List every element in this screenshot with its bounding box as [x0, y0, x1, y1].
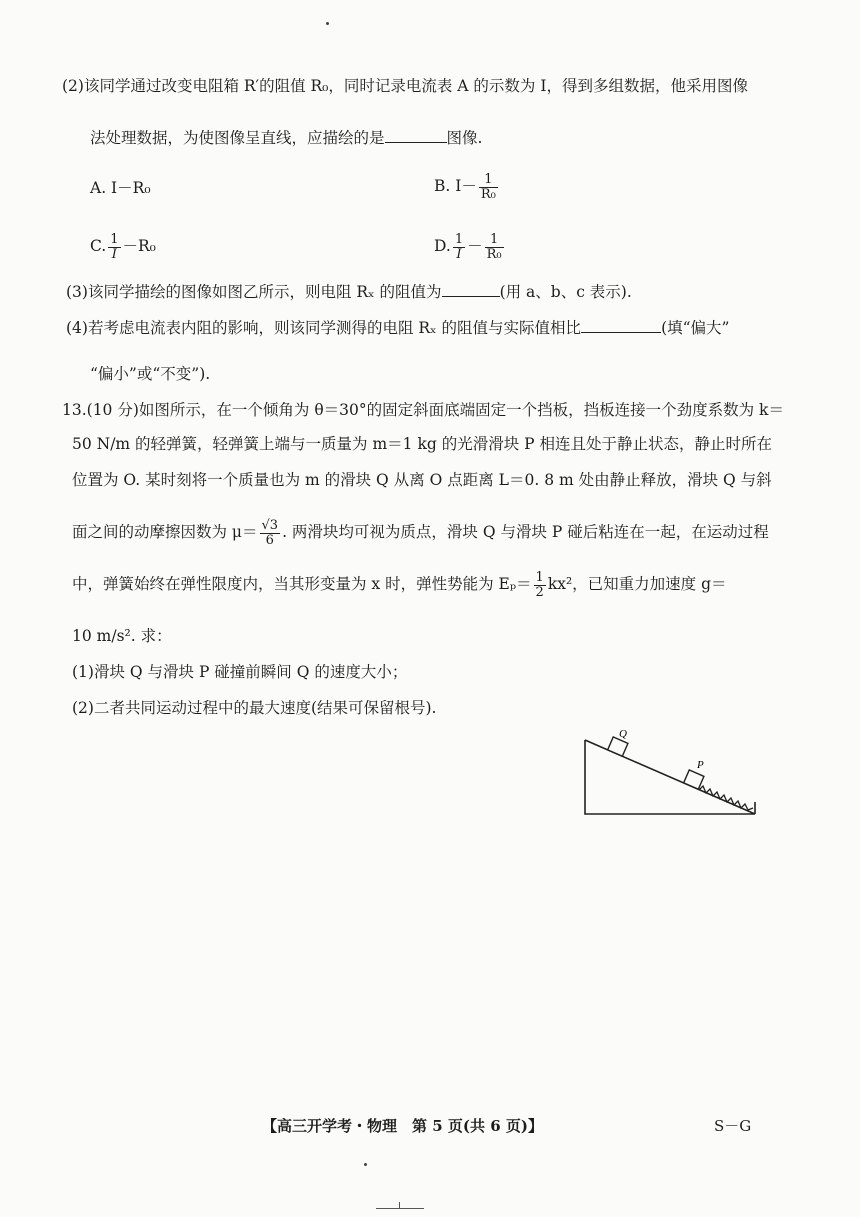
answer-blank-graph — [385, 126, 447, 143]
block-p — [684, 770, 704, 789]
answer-blank-compare — [581, 316, 661, 333]
q12-part3 — [66, 280, 632, 304]
label-q: Q — [619, 728, 627, 740]
q12-part2-suffix: 图像. — [446, 129, 483, 147]
label-p: P — [697, 759, 704, 771]
mu-frac-den: 6 — [265, 532, 274, 548]
q13-line5 — [72, 566, 727, 602]
q13-sub1: (1)滑块 Q 与滑块 P 碰撞前瞬间 Q 的速度大小； — [72, 663, 408, 681]
q12-part4-line2: “偏小”或“不变”). — [90, 365, 211, 383]
half-frac-den: 2 — [535, 584, 544, 600]
option-b-label: B. I－ — [434, 177, 477, 195]
option-d — [434, 228, 506, 264]
option-c-label: C. — [90, 237, 107, 255]
scan-speck — [326, 22, 329, 25]
q13-line6: 10 m/s². 求： — [72, 627, 172, 645]
option-d-frac2-num: 1 — [485, 233, 504, 248]
q12-part4 — [66, 316, 729, 340]
footer-code: S－G — [714, 1117, 752, 1135]
option-d-frac1-num: 1 — [454, 231, 464, 247]
q12-part4-text: (4)若考虑电流表内阻的影响，则该同学测得的电阻 Rₓ 的阻值与实际值相比 — [66, 319, 582, 337]
q13-line2: 50 N/m 的轻弹簧，轻弹簧上端与一质量为 m＝1 kg 的光滑滑块 P 相连且处于静止状态，静止时所在 — [72, 435, 773, 453]
q13-line4-rest: . 两滑块均可视为质点，滑块 Q 与滑块 P 碰后粘连在一起，在运动过程 — [282, 523, 769, 541]
spring — [699, 786, 753, 810]
option-b — [434, 168, 500, 204]
answer-blank-rx — [442, 280, 500, 297]
q12-part3-suffix: (用 a、b、c 表示). — [499, 283, 632, 301]
footer-title: 【高三开学考・物理 第 5 页(共 6 页)】 — [262, 1117, 543, 1135]
option-c-rest: －R₀ — [122, 237, 156, 255]
option-c-fraction — [108, 233, 120, 262]
option-d-fraction-2 — [485, 233, 504, 262]
q13-line5-text: 中，弹簧始终在弹性限度内，当其形变量为 x 时，弹性势能为 Eₚ＝ — [72, 575, 532, 593]
option-d-dash: － — [467, 237, 483, 255]
option-d-label: D. — [434, 237, 451, 255]
option-c-frac-num: 1 — [110, 231, 119, 247]
half-fraction — [534, 571, 546, 600]
incline-diagram — [575, 722, 765, 822]
option-a: A. I－R₀ — [90, 179, 151, 197]
bottom-mark-tick — [399, 1202, 400, 1209]
q13-line3: 位置为 O. 某时刻将一个质量也为 m 的滑块 Q 从离 O 点距离 L＝0. 8 m 处由静止释放，滑块 Q 与斜 — [72, 471, 772, 489]
half-frac-num: 1 — [535, 569, 544, 585]
q13-line5-rest: kx²，已知重力加速度 g＝ — [547, 575, 727, 593]
q13-line4-text: 面之间的动摩擦因数为 μ＝ — [72, 523, 258, 541]
q12-part3-text: (3)该同学描绘的图像如图乙所示，则电阻 Rₓ 的阻值为 — [66, 283, 442, 301]
option-d-frac1-den: I — [456, 246, 462, 262]
q13-line4 — [72, 514, 769, 550]
q13-sub2: (2)二者共同运动过程中的最大速度(结果可保留根号). — [72, 699, 437, 717]
q13-line1: 13.(10 分)如图所示，在一个倾角为 θ＝30°的固定斜面底端固定一个挡板，挡板连接一个劲度系数为 k＝ — [62, 401, 784, 419]
scan-speck — [364, 1163, 367, 1166]
q12-part2-text: 法处理数据，为使图像呈直线，应描绘的是 — [90, 129, 385, 147]
option-b-frac-den: R₀ — [480, 186, 496, 202]
option-b-frac-num: 1 — [479, 173, 498, 188]
q12-part2-line1: (2)该同学通过改变电阻箱 R′的阻值 R₀，同时记录电流表 A 的示数为 I，得到多组数据，他采用图像 — [62, 77, 748, 95]
q12-part4-suffix: (填“偏大” — [661, 319, 730, 337]
option-d-fraction-1 — [453, 233, 465, 262]
option-b-fraction — [479, 173, 498, 202]
mu-fraction — [260, 519, 281, 548]
option-d-frac2-den: R₀ — [486, 246, 502, 262]
option-c-frac-den: I — [111, 246, 117, 262]
q12-part2-line2 — [90, 126, 482, 150]
bottom-mark — [376, 1208, 424, 1209]
mu-frac-num: √3 — [261, 517, 279, 533]
option-c — [90, 228, 156, 264]
